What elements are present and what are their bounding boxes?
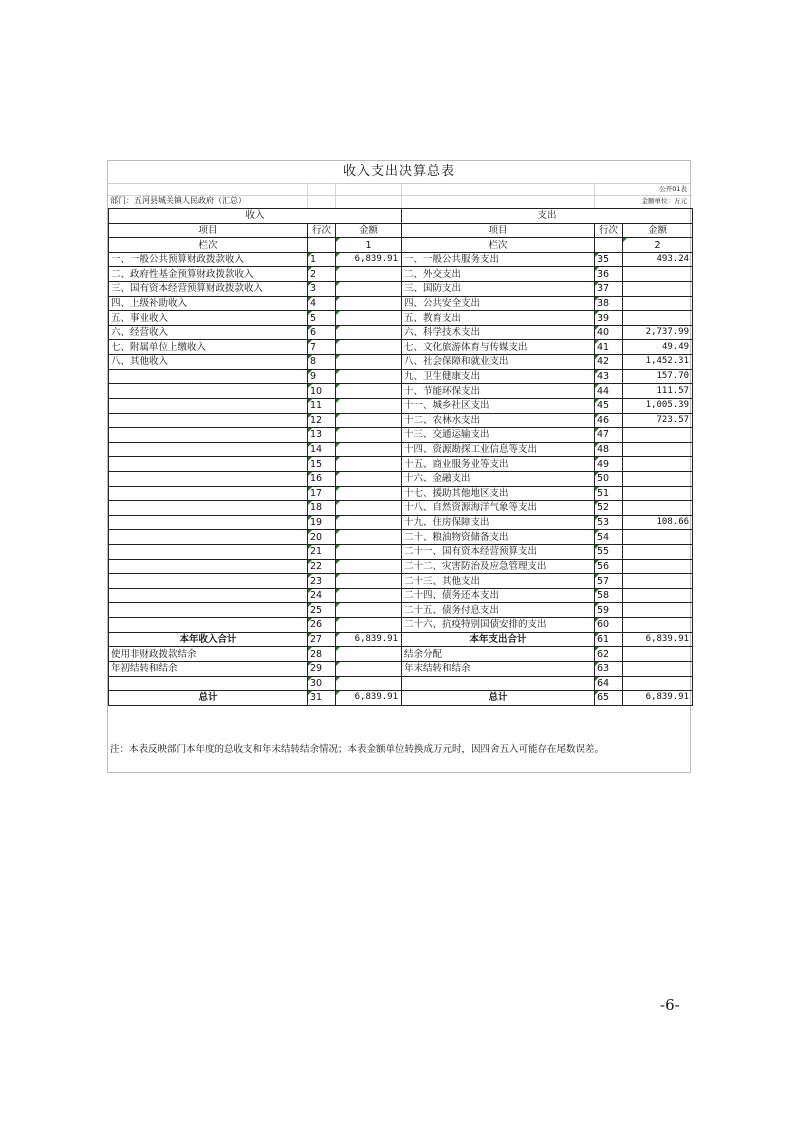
- report-title: 收入支出决算总表: [108, 161, 690, 184]
- income-header: 收入: [109, 209, 402, 224]
- expense-amount-cell: [623, 311, 693, 326]
- table-row: [109, 267, 693, 282]
- income-amount-cell: [336, 501, 402, 516]
- expense-item-cell: 二十二、灾害防治及应急管理支出: [402, 559, 595, 574]
- expense-line-cell: 59: [595, 603, 623, 618]
- expense-item-cell: 十三、交通运输支出: [402, 428, 595, 443]
- table-row: [109, 559, 693, 574]
- expense-item-cell: 十一、城乡社区支出: [402, 398, 595, 413]
- column-index-2: 2: [623, 238, 693, 253]
- income-item-cell: [109, 545, 308, 560]
- expense-amount-cell: [623, 603, 693, 618]
- income-line-cell: 22: [308, 559, 336, 574]
- expense-item-cell: 十二、农林水支出: [402, 413, 595, 428]
- income-item-cell: 一、一般公共预算财政拨款收入: [109, 252, 308, 267]
- income-amount-cell: [336, 325, 402, 340]
- expense-line-cell: 44: [595, 384, 623, 399]
- table-row: [109, 325, 693, 340]
- income-line-cell: 25: [308, 603, 336, 618]
- income-amount-cell: [336, 398, 402, 413]
- col-item-header: 项目: [109, 223, 308, 238]
- expense-line-cell: 64: [595, 676, 623, 691]
- income-line-cell: 29: [308, 661, 336, 676]
- expense-amount-cell: [623, 647, 693, 662]
- table-row: [109, 530, 693, 545]
- expense-amount-cell: [623, 296, 693, 311]
- expense-item-cell: 总计: [402, 691, 595, 706]
- income-amount-cell: [336, 515, 402, 530]
- table-row: [109, 311, 693, 326]
- expense-line-cell: 48: [595, 442, 623, 457]
- income-line-cell: 15: [308, 457, 336, 472]
- expense-line-cell: 63: [595, 661, 623, 676]
- expense-item-cell: 五、教育支出: [402, 311, 595, 326]
- expense-item-cell: 二、外交支出: [402, 267, 595, 282]
- expense-amount-cell: 108.66: [623, 515, 693, 530]
- table-row: [109, 413, 693, 428]
- income-amount-cell: 6,839.91: [336, 691, 402, 706]
- expense-item-cell: 二十一、国有资本经营预算支出: [402, 545, 595, 560]
- expense-amount-cell: [623, 267, 693, 282]
- expense-item-cell: 九、卫生健康支出: [402, 369, 595, 384]
- expense-item-cell: 十九、住房保障支出: [402, 515, 595, 530]
- expense-amount-cell: 2,737.99: [623, 325, 693, 340]
- income-line-cell: 23: [308, 574, 336, 589]
- income-line-cell: 31: [308, 691, 336, 706]
- col-line-header-right: 行次: [595, 223, 623, 238]
- table-row: [109, 574, 693, 589]
- income-expense-table: [108, 208, 693, 706]
- expense-item-cell: 十、节能环保支出: [402, 384, 595, 399]
- column-index-1: 1: [336, 238, 402, 253]
- expense-amount-cell: [623, 471, 693, 486]
- table-row: [109, 282, 693, 297]
- income-line-cell: 9: [308, 369, 336, 384]
- empty-cell: [595, 238, 623, 253]
- income-item-cell: [109, 369, 308, 384]
- section-header-row: [109, 209, 693, 224]
- income-amount-cell: [336, 340, 402, 355]
- expense-line-cell: 51: [595, 486, 623, 501]
- income-item-cell: 二、政府性基金预算财政拨款收入: [109, 267, 308, 282]
- income-amount-cell: [336, 296, 402, 311]
- table-row: [109, 471, 693, 486]
- col-line-header: 行次: [308, 223, 336, 238]
- income-item-cell: [109, 501, 308, 516]
- income-item-cell: [109, 457, 308, 472]
- expense-item-cell: 十八、自然资源海洋气象等支出: [402, 501, 595, 516]
- income-line-cell: 20: [308, 530, 336, 545]
- table-row: [109, 398, 693, 413]
- income-line-cell: 7: [308, 340, 336, 355]
- income-amount-cell: [336, 428, 402, 443]
- expense-item-cell: 二十三、其他支出: [402, 574, 595, 589]
- expense-line-cell: 43: [595, 369, 623, 384]
- expense-line-cell: 46: [595, 413, 623, 428]
- income-amount-cell: [336, 442, 402, 457]
- income-amount-cell: 6,839.91: [336, 252, 402, 267]
- column-header-row: [109, 223, 693, 238]
- expense-item-cell: 八、社会保障和就业支出: [402, 355, 595, 370]
- income-line-cell: 4: [308, 296, 336, 311]
- expense-line-cell: 42: [595, 355, 623, 370]
- expense-item-cell: 二十五、债务付息支出: [402, 603, 595, 618]
- column-index-row: [109, 238, 693, 253]
- table-row: [109, 486, 693, 501]
- income-item-cell: 三、国有资本经营预算财政拨款收入: [109, 282, 308, 297]
- income-item-cell: 六、经营收入: [109, 325, 308, 340]
- column-index-label: 栏次: [109, 238, 308, 253]
- table-row: [109, 442, 693, 457]
- amount-unit: 金额单位：万元: [641, 197, 687, 205]
- income-item-cell: 四、上级补助收入: [109, 296, 308, 311]
- expense-amount-cell: 157.70: [623, 369, 693, 384]
- expense-line-cell: 41: [595, 340, 623, 355]
- expense-item-cell: 二十、粮油物资储备支出: [402, 530, 595, 545]
- income-amount-cell: [336, 355, 402, 370]
- income-amount-cell: 6,839.91: [336, 632, 402, 647]
- table-row: [109, 296, 693, 311]
- income-amount-cell: [336, 486, 402, 501]
- income-line-cell: 11: [308, 398, 336, 413]
- income-amount-cell: [336, 676, 402, 691]
- expense-amount-cell: 111.57: [623, 384, 693, 399]
- income-item-cell: 本年收入合计: [109, 632, 308, 647]
- income-amount-cell: [336, 603, 402, 618]
- income-item-cell: [109, 398, 308, 413]
- income-line-cell: 13: [308, 428, 336, 443]
- col-amount-header-right: 金额: [623, 223, 693, 238]
- expense-amount-cell: [623, 588, 693, 603]
- income-item-cell: [109, 515, 308, 530]
- expense-line-cell: 53: [595, 515, 623, 530]
- expense-line-cell: 65: [595, 691, 623, 706]
- income-item-cell: 八、其他收入: [109, 355, 308, 370]
- expense-amount-cell: [623, 486, 693, 501]
- income-item-cell: [109, 471, 308, 486]
- expense-line-cell: 35: [595, 252, 623, 267]
- table-row: [109, 340, 693, 355]
- table-row: [109, 457, 693, 472]
- income-line-cell: 12: [308, 413, 336, 428]
- expense-line-cell: 47: [595, 428, 623, 443]
- expense-amount-cell: [623, 530, 693, 545]
- expense-item-cell: 本年支出合计: [402, 632, 595, 647]
- income-item-cell: [109, 588, 308, 603]
- income-amount-cell: [336, 457, 402, 472]
- total-row: [109, 691, 693, 706]
- expense-item-cell: 一、一般公共服务支出: [402, 252, 595, 267]
- income-line-cell: 10: [308, 384, 336, 399]
- expense-line-cell: 57: [595, 574, 623, 589]
- expense-amount-cell: 1,452.31: [623, 355, 693, 370]
- report-sheet: [107, 160, 691, 773]
- expense-header: 支出: [402, 209, 693, 224]
- income-amount-cell: [336, 413, 402, 428]
- table-row: [109, 603, 693, 618]
- income-amount-cell: [336, 369, 402, 384]
- table-row: [109, 501, 693, 516]
- expense-item-cell: 十五、商业服务业等支出: [402, 457, 595, 472]
- expense-line-cell: 49: [595, 457, 623, 472]
- income-item-cell: [109, 442, 308, 457]
- income-amount-cell: [336, 647, 402, 662]
- expense-line-cell: 36: [595, 267, 623, 282]
- income-line-cell: 19: [308, 515, 336, 530]
- income-line-cell: 28: [308, 647, 336, 662]
- expense-amount-cell: [623, 457, 693, 472]
- income-item-cell: 使用非财政拨款结余: [109, 647, 308, 662]
- table-row: [109, 515, 693, 530]
- expense-line-cell: 60: [595, 618, 623, 633]
- expense-amount-cell: [623, 676, 693, 691]
- department-label: 部门：五河县城关镇人民政府（汇总）: [110, 196, 246, 205]
- expense-item-cell: 年末结转和结余: [402, 661, 595, 676]
- income-line-cell: 16: [308, 471, 336, 486]
- expense-line-cell: 38: [595, 296, 623, 311]
- income-item-cell: [109, 530, 308, 545]
- expense-amount-cell: [623, 559, 693, 574]
- expense-line-cell: 56: [595, 559, 623, 574]
- page-number: -6-: [660, 996, 680, 1014]
- table-row: [109, 618, 693, 633]
- income-item-cell: 年初结转和结余: [109, 661, 308, 676]
- expense-amount-cell: [623, 574, 693, 589]
- expense-line-cell: 37: [595, 282, 623, 297]
- expense-amount-cell: 6,839.91: [623, 632, 693, 647]
- subtotal-row: [109, 632, 693, 647]
- expense-amount-cell: 493.24: [623, 252, 693, 267]
- income-amount-cell: [336, 574, 402, 589]
- income-line-cell: 27: [308, 632, 336, 647]
- expense-item-cell: 二十六、抗疫特别国债安排的支出: [402, 618, 595, 633]
- footnote: 注：本表反映部门本年度的总收支和年末结转结余情况；本表金额单位转换成万元时，因四舍五入可能存在尾数误差。: [110, 744, 605, 755]
- income-line-cell: 30: [308, 676, 336, 691]
- expense-item-cell: 十四、资源勘探工业信息等支出: [402, 442, 595, 457]
- table-row: [109, 252, 693, 267]
- income-item-cell: 总计: [109, 691, 308, 706]
- expense-item-cell: 二十四、债务还本支出: [402, 588, 595, 603]
- expense-item-cell: 四、公共安全支出: [402, 296, 595, 311]
- income-line-cell: 18: [308, 501, 336, 516]
- income-amount-cell: [336, 661, 402, 676]
- expense-amount-cell: 1,005.39: [623, 398, 693, 413]
- expense-line-cell: 45: [595, 398, 623, 413]
- income-item-cell: [109, 603, 308, 618]
- income-item-cell: [109, 486, 308, 501]
- income-line-cell: 3: [308, 282, 336, 297]
- income-amount-cell: [336, 618, 402, 633]
- table-row: [109, 369, 693, 384]
- income-item-cell: [109, 676, 308, 691]
- expense-line-cell: 40: [595, 325, 623, 340]
- expense-amount-cell: [623, 545, 693, 560]
- expense-item-cell: 三、国防支出: [402, 282, 595, 297]
- income-line-cell: 6: [308, 325, 336, 340]
- income-amount-cell: [336, 282, 402, 297]
- income-item-cell: 五、事业收入: [109, 311, 308, 326]
- expense-line-cell: 55: [595, 545, 623, 560]
- income-line-cell: 24: [308, 588, 336, 603]
- table-row: [109, 676, 693, 691]
- table-row: [109, 545, 693, 560]
- expense-amount-cell: [623, 501, 693, 516]
- income-item-cell: 七、附属单位上缴收入: [109, 340, 308, 355]
- expense-line-cell: 61: [595, 632, 623, 647]
- income-line-cell: 14: [308, 442, 336, 457]
- table-row: [109, 428, 693, 443]
- income-line-cell: 8: [308, 355, 336, 370]
- income-line-cell: 21: [308, 545, 336, 560]
- expense-amount-cell: [623, 661, 693, 676]
- expense-amount-cell: [623, 428, 693, 443]
- form-number: 公开01表: [659, 185, 687, 193]
- table-row: [109, 588, 693, 603]
- expense-amount-cell: 6,839.91: [623, 691, 693, 706]
- expense-line-cell: 50: [595, 471, 623, 486]
- income-amount-cell: [336, 545, 402, 560]
- income-item-cell: [109, 384, 308, 399]
- income-line-cell: 17: [308, 486, 336, 501]
- income-line-cell: 2: [308, 267, 336, 282]
- income-amount-cell: [336, 384, 402, 399]
- expense-line-cell: 52: [595, 501, 623, 516]
- expense-item-cell: 十六、金融支出: [402, 471, 595, 486]
- col-item-header-right: 项目: [402, 223, 595, 238]
- table-row: [109, 384, 693, 399]
- expense-amount-cell: [623, 618, 693, 633]
- empty-cell: [308, 238, 336, 253]
- income-amount-cell: [336, 311, 402, 326]
- expense-item-cell: 结余分配: [402, 647, 595, 662]
- income-amount-cell: [336, 588, 402, 603]
- income-item-cell: [109, 413, 308, 428]
- income-amount-cell: [336, 471, 402, 486]
- income-line-cell: 5: [308, 311, 336, 326]
- income-line-cell: 1: [308, 252, 336, 267]
- expense-item-cell: [402, 676, 595, 691]
- income-amount-cell: [336, 559, 402, 574]
- table-row: [109, 647, 693, 662]
- expense-item-cell: 十七、援助其他地区支出: [402, 486, 595, 501]
- income-line-cell: 26: [308, 618, 336, 633]
- table-row: [109, 661, 693, 676]
- income-item-cell: [109, 428, 308, 443]
- income-item-cell: [109, 559, 308, 574]
- expense-item-cell: 七、文化旅游体育与传媒支出: [402, 340, 595, 355]
- column-index-label-right: 栏次: [402, 238, 595, 253]
- expense-line-cell: 62: [595, 647, 623, 662]
- income-amount-cell: [336, 267, 402, 282]
- income-item-cell: [109, 618, 308, 633]
- expense-amount-cell: [623, 282, 693, 297]
- expense-line-cell: 54: [595, 530, 623, 545]
- income-amount-cell: [336, 530, 402, 545]
- expense-amount-cell: 49.49: [623, 340, 693, 355]
- table-row: [109, 355, 693, 370]
- expense-amount-cell: [623, 442, 693, 457]
- expense-line-cell: 58: [595, 588, 623, 603]
- income-item-cell: [109, 574, 308, 589]
- expense-line-cell: 39: [595, 311, 623, 326]
- expense-item-cell: 六、科学技术支出: [402, 325, 595, 340]
- expense-amount-cell: 723.57: [623, 413, 693, 428]
- col-amount-header: 金额: [336, 223, 402, 238]
